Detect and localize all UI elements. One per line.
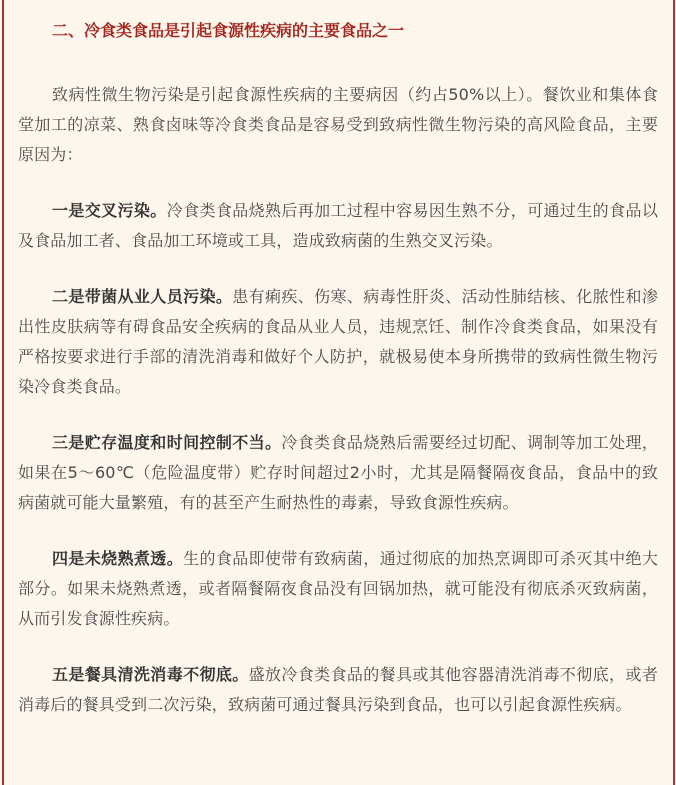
reason-paragraph-4 [18,544,658,634]
reason-lead-3: 三是贮存温度和时间控制不当。 [52,433,282,452]
article-content [18,16,658,720]
right-border [673,0,675,785]
reason-paragraph-3 [18,428,658,518]
reason-text-5: 盛放冷食类食品的餐具或其他容器清洗消毒不彻底，或者消毒后的餐具受到二次污染，致病菌可通过餐具污染到食品，也可以引起食源性疾病。 [18,665,658,714]
reason-paragraph-2 [18,282,658,402]
left-border [2,0,4,785]
reason-text-3: 冷食类食品烧熟后需要经过切配、调制等加工处理，如果在5～60℃（危险温度带）贮存时间超过2小时，尤其是隔餐隔夜食品，食品中的致病菌就可能大量繁殖，有的甚至产生耐热性的毒素，导致食源性疾病。 [18,433,658,512]
reason-lead-4: 四是未烧熟煮透。 [52,549,184,568]
reason-paragraph-1 [18,196,658,256]
reason-lead-1: 一是交叉污染。 [52,201,167,220]
reason-paragraph-5 [18,660,658,720]
reason-text-4: 生的食品即使带有致病菌，通过彻底的加热烹调即可杀灭其中绝大部分。如果未烧熟煮透，或者隔餐隔夜食品没有回锅加热，就可能没有彻底杀灭致病菌，从而引发食源性疾病。 [18,549,658,628]
reason-lead-5: 五是餐具清洗消毒不彻底。 [52,665,249,684]
section-title: 二、冷食类食品是引起食源性疾病的主要食品之一 [52,21,405,40]
intro-paragraph: 致病性微生物污染是引起食源性疾病的主要病因（约占50%以上）。餐饮业和集体食堂加工的凉菜、熟食卤味等冷食类食品是容易受到致病性微生物污染的高风险食品，主要原因为： [18,85,658,164]
reason-lead-2: 二是带菌从业人员污染。 [52,287,233,306]
reason-text-1: 冷食类食品烧熟后再加工过程中容易因生熟不分，可通过生的食品以及食品加工者、食品加工环境或工具，造成致病菌的生熟交叉污染。 [18,201,658,250]
reason-text-2: 患有痢疾、伤寒、病毒性肝炎、活动性肺结核、化脓性和渗出性皮肤病等有碍食品安全疾病的食品从业人员，违规烹饪、制作冷食类食品，如果没有严格按要求进行手部的清洗消毒和做好个人防护，就极易使本身所携带的致病性微生物污染冷食类食品。 [18,287,658,396]
